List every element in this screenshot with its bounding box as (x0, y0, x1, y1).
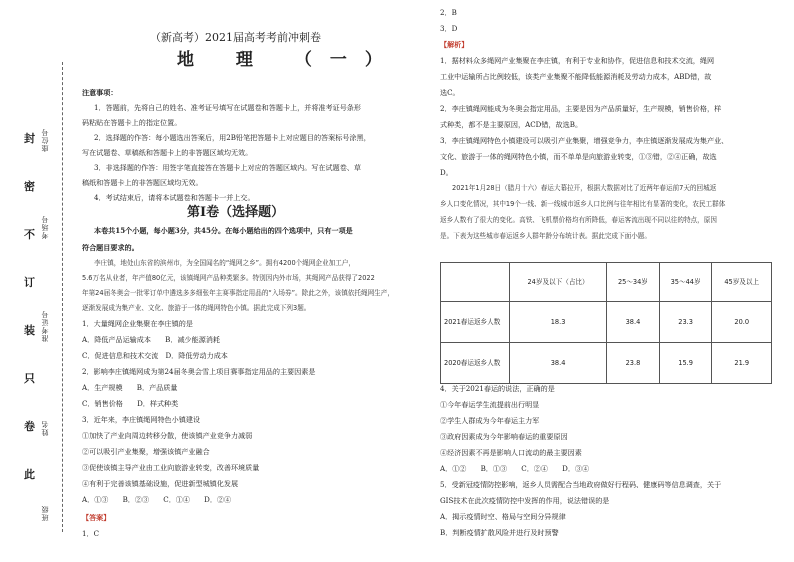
analysis-line: 工业中运输所占比例较低，该类产业集聚不能降低能源消耗及劳动力成本，ABD错，故 (440, 72, 712, 81)
option-line: ④有利于完善该镇基础设施，促进新型城镇化发展 (82, 479, 239, 488)
analysis-label: 【解析】 (440, 40, 469, 49)
passage-line: 年第24届冬奥会一批零订单中遴选多多细张年主赛事指定用品的“入场券”。除此之外，该镇依托绳网生产， (82, 289, 394, 297)
section-title: 第Ⅰ卷（选择题） (187, 205, 285, 220)
binding-char: 密 (24, 180, 35, 193)
option-line: ①今年春运学生流提前出行明显 (440, 400, 540, 409)
binding-char: 只 (24, 372, 35, 385)
option-line: A．①③ B．②③ C．①④ D．②④ (82, 495, 232, 504)
table-row-label: 2020春运返乡人数 (441, 343, 510, 384)
option-line: A．揭示疫情时空、格局与空间分异规律 (440, 512, 566, 521)
binding-char: 此 (24, 468, 35, 481)
question-line: 2．影响李庄镇绳网成为第24届冬奥会雪上项目赛事指定用品的主要因素是 (82, 367, 316, 376)
passage-line: 2021年1月28日（腊月十六）春运大幕拉开，根据大数据对比了近两年春运前7天的回城返 (452, 184, 717, 192)
option-line: A．降低产品运输成本 B．减少能源消耗 (82, 335, 221, 344)
question-line: 1．大量绳网企业集聚在李庄镇的是 (82, 319, 193, 328)
subject-title: 地 理 （一） (177, 50, 400, 70)
notice-line: 4．考试结束后，请将本试题卷和答题卡一并上交。 (94, 193, 255, 202)
table-cell: 21.9 (712, 343, 772, 384)
passage-line: 乡人口变化情况，其中19个一线、新一线城市返乡人口比例与往年相比有显著的变化，农民工群体 (440, 200, 726, 208)
answer-label: 【答案】 (82, 513, 111, 522)
section-instruction: 符合题目要求的。 (82, 243, 139, 252)
exam-room-field: 考场号 (41, 215, 49, 239)
table-header-cell: 25～34岁 (607, 263, 660, 302)
analysis-line: 1．据材料众多绳网产业集聚在李庄镇，有利于专业和协作，促进信息和技术交流，绳网 (440, 56, 715, 65)
age-distribution-table (440, 262, 772, 384)
binding-char: 装 (24, 324, 35, 337)
binding-char: 卷 (24, 420, 35, 433)
option-line: C．销售价格 D．样式种类 (82, 399, 179, 408)
table-header-cell: 45岁及以上 (712, 263, 772, 302)
passage-line: 逐渐发展成为集产业、文化、旅游于一体的绳网特色小镇。据此完成下列3题。 (82, 304, 311, 312)
option-line: ③促使该镇主导产业由工业向旅游业转变，改善环境质量 (82, 463, 260, 472)
analysis-line: 3．李庄镇绳网特色小镇建设可以吸引产业集聚，增强竞争力，李庄镇逐渐发展成为集产业、 (440, 136, 729, 145)
answer-line: 2．B (440, 8, 457, 17)
class-field: 班级 (41, 505, 49, 521)
table-header-cell (441, 263, 510, 302)
question-line: 5．受新冠疫情防控影响，返乡人员需配合当地政府做好行程码、健康码等信息调查，关于 (440, 480, 722, 489)
table-header-row (441, 263, 772, 302)
analysis-line: 式种类，都不是主要原因，ACD错，故选B。 (440, 120, 583, 129)
option-line: A．①② B．①③ C．②④ D．③④ (440, 464, 590, 473)
binding-margin (0, 0, 75, 562)
option-line: C．促进信息和技术交流 D．降低劳动力成本 (82, 351, 228, 360)
binding-char: 封 (24, 132, 35, 145)
notice-line: 3．非选择题的作答：用签字笔直接答在答题卡上对应的答题区域内。写在试题卷、草 (94, 163, 361, 172)
question-line: GIS技术在此次疫情防控中发挥的作用，说法错误的是 (440, 496, 610, 505)
section-instruction: 本卷共15个小题，每小题3分，共45分。在每小题给出的四个选项中，只有一项是 (94, 226, 353, 235)
exam-header: （新高考）2021届高考考前冲刺卷 (150, 31, 321, 44)
binding-char: 不 (24, 228, 35, 241)
table-cell: 18.3 (510, 302, 607, 343)
passage-line: 返乡人数有了很大的变化。高铁、飞机票价格均有所降低，春运客流出现不同以往的特点，原因 (440, 216, 717, 224)
analysis-line: 2．李庄镇绳网能成为冬奥会指定用品，主要是因为产品质量好，生产规模，销售价格，样 (440, 104, 722, 113)
table-cell: 23.8 (607, 343, 660, 384)
option-line: ②可以吸引产业集聚，增强该镇产业融合 (82, 447, 210, 456)
notice-line: 1．答题前，先将自己的姓名、准考证号填写在试题卷和答题卡上，并将准考证号条形 (94, 103, 361, 112)
name-field: 姓名 (41, 420, 49, 436)
notice-line: 稿纸和答题卡上的非答题区域均无效。 (82, 178, 203, 187)
table-cell: 38.4 (510, 343, 607, 384)
table-row (441, 302, 772, 343)
option-line: ①加快了产业向周边转移分散，使该镇产业竞争力减弱 (82, 431, 253, 440)
option-line: ②学生人群成为今年春运主力军 (440, 416, 540, 425)
analysis-line: 选C。 (440, 88, 460, 97)
table-cell: 15.9 (659, 343, 712, 384)
passage-line: 李庄镇，地处山东省的滨州市，为全国闻名的“绳网之乡”。拥有4200个绳网企业加工户， (94, 259, 355, 267)
table-header-cell: 35～44岁 (659, 263, 712, 302)
table-cell: 20.0 (712, 302, 772, 343)
table-header-cell: 24岁及以下（占比） (510, 263, 607, 302)
option-line: ③政府因素成为今年影响春运的重要原因 (440, 432, 568, 441)
passage-line: 是。下表为这些城市春运返乡人群年龄分布统计表。据此完成下面小题。 (440, 232, 651, 240)
option-line: ④经济因素不再是影响人口流动的最主要因素 (440, 448, 582, 457)
table-cell: 38.4 (607, 302, 660, 343)
notice-title: 注意事项： (82, 88, 118, 97)
option-line: A．生产规模 B．产品质量 (82, 383, 178, 392)
notice-line: 写在试题卷、草稿纸和答题卡上的非答题区域均无效。 (82, 148, 253, 157)
question-line: 3．近年来，李庄镇绳网特色小镇建设 (82, 415, 201, 424)
seat-number-field: 座位号 (41, 128, 49, 152)
option-line: B．判断疫情扩散风险并进行及时预警 (440, 528, 559, 537)
notice-line: 码粘贴在答题卡上的指定位置。 (82, 118, 182, 127)
binding-char: 订 (24, 276, 35, 289)
table-row (441, 343, 772, 384)
answer-line: 1．C (82, 529, 100, 538)
table-cell: 23.3 (659, 302, 712, 343)
admission-number-field: 准考证号 (41, 310, 49, 342)
question-line: 4．关于2021春运的说法，正确的是 (440, 384, 555, 393)
table-row-label: 2021春运返乡人数 (441, 302, 510, 343)
passage-line: 5.6万名从业者，年产值80亿元，该镇绳网产品种类繁多。特别因内外市场，其绳网产品获得了2022 (82, 274, 375, 282)
binding-line (62, 62, 63, 532)
analysis-line: D。 (440, 168, 453, 177)
analysis-line: 文化、旅游于一体的绳网特色小镇，而不单单是向旅游业转变，①③错，②④正确，故选 (440, 152, 717, 161)
notice-line: 2．选择题的作答：每小题选出答案后，用2B铅笔把答题卡上对应题目的答案标号涂黑， (94, 133, 371, 142)
answer-line: 3．D (440, 24, 458, 33)
